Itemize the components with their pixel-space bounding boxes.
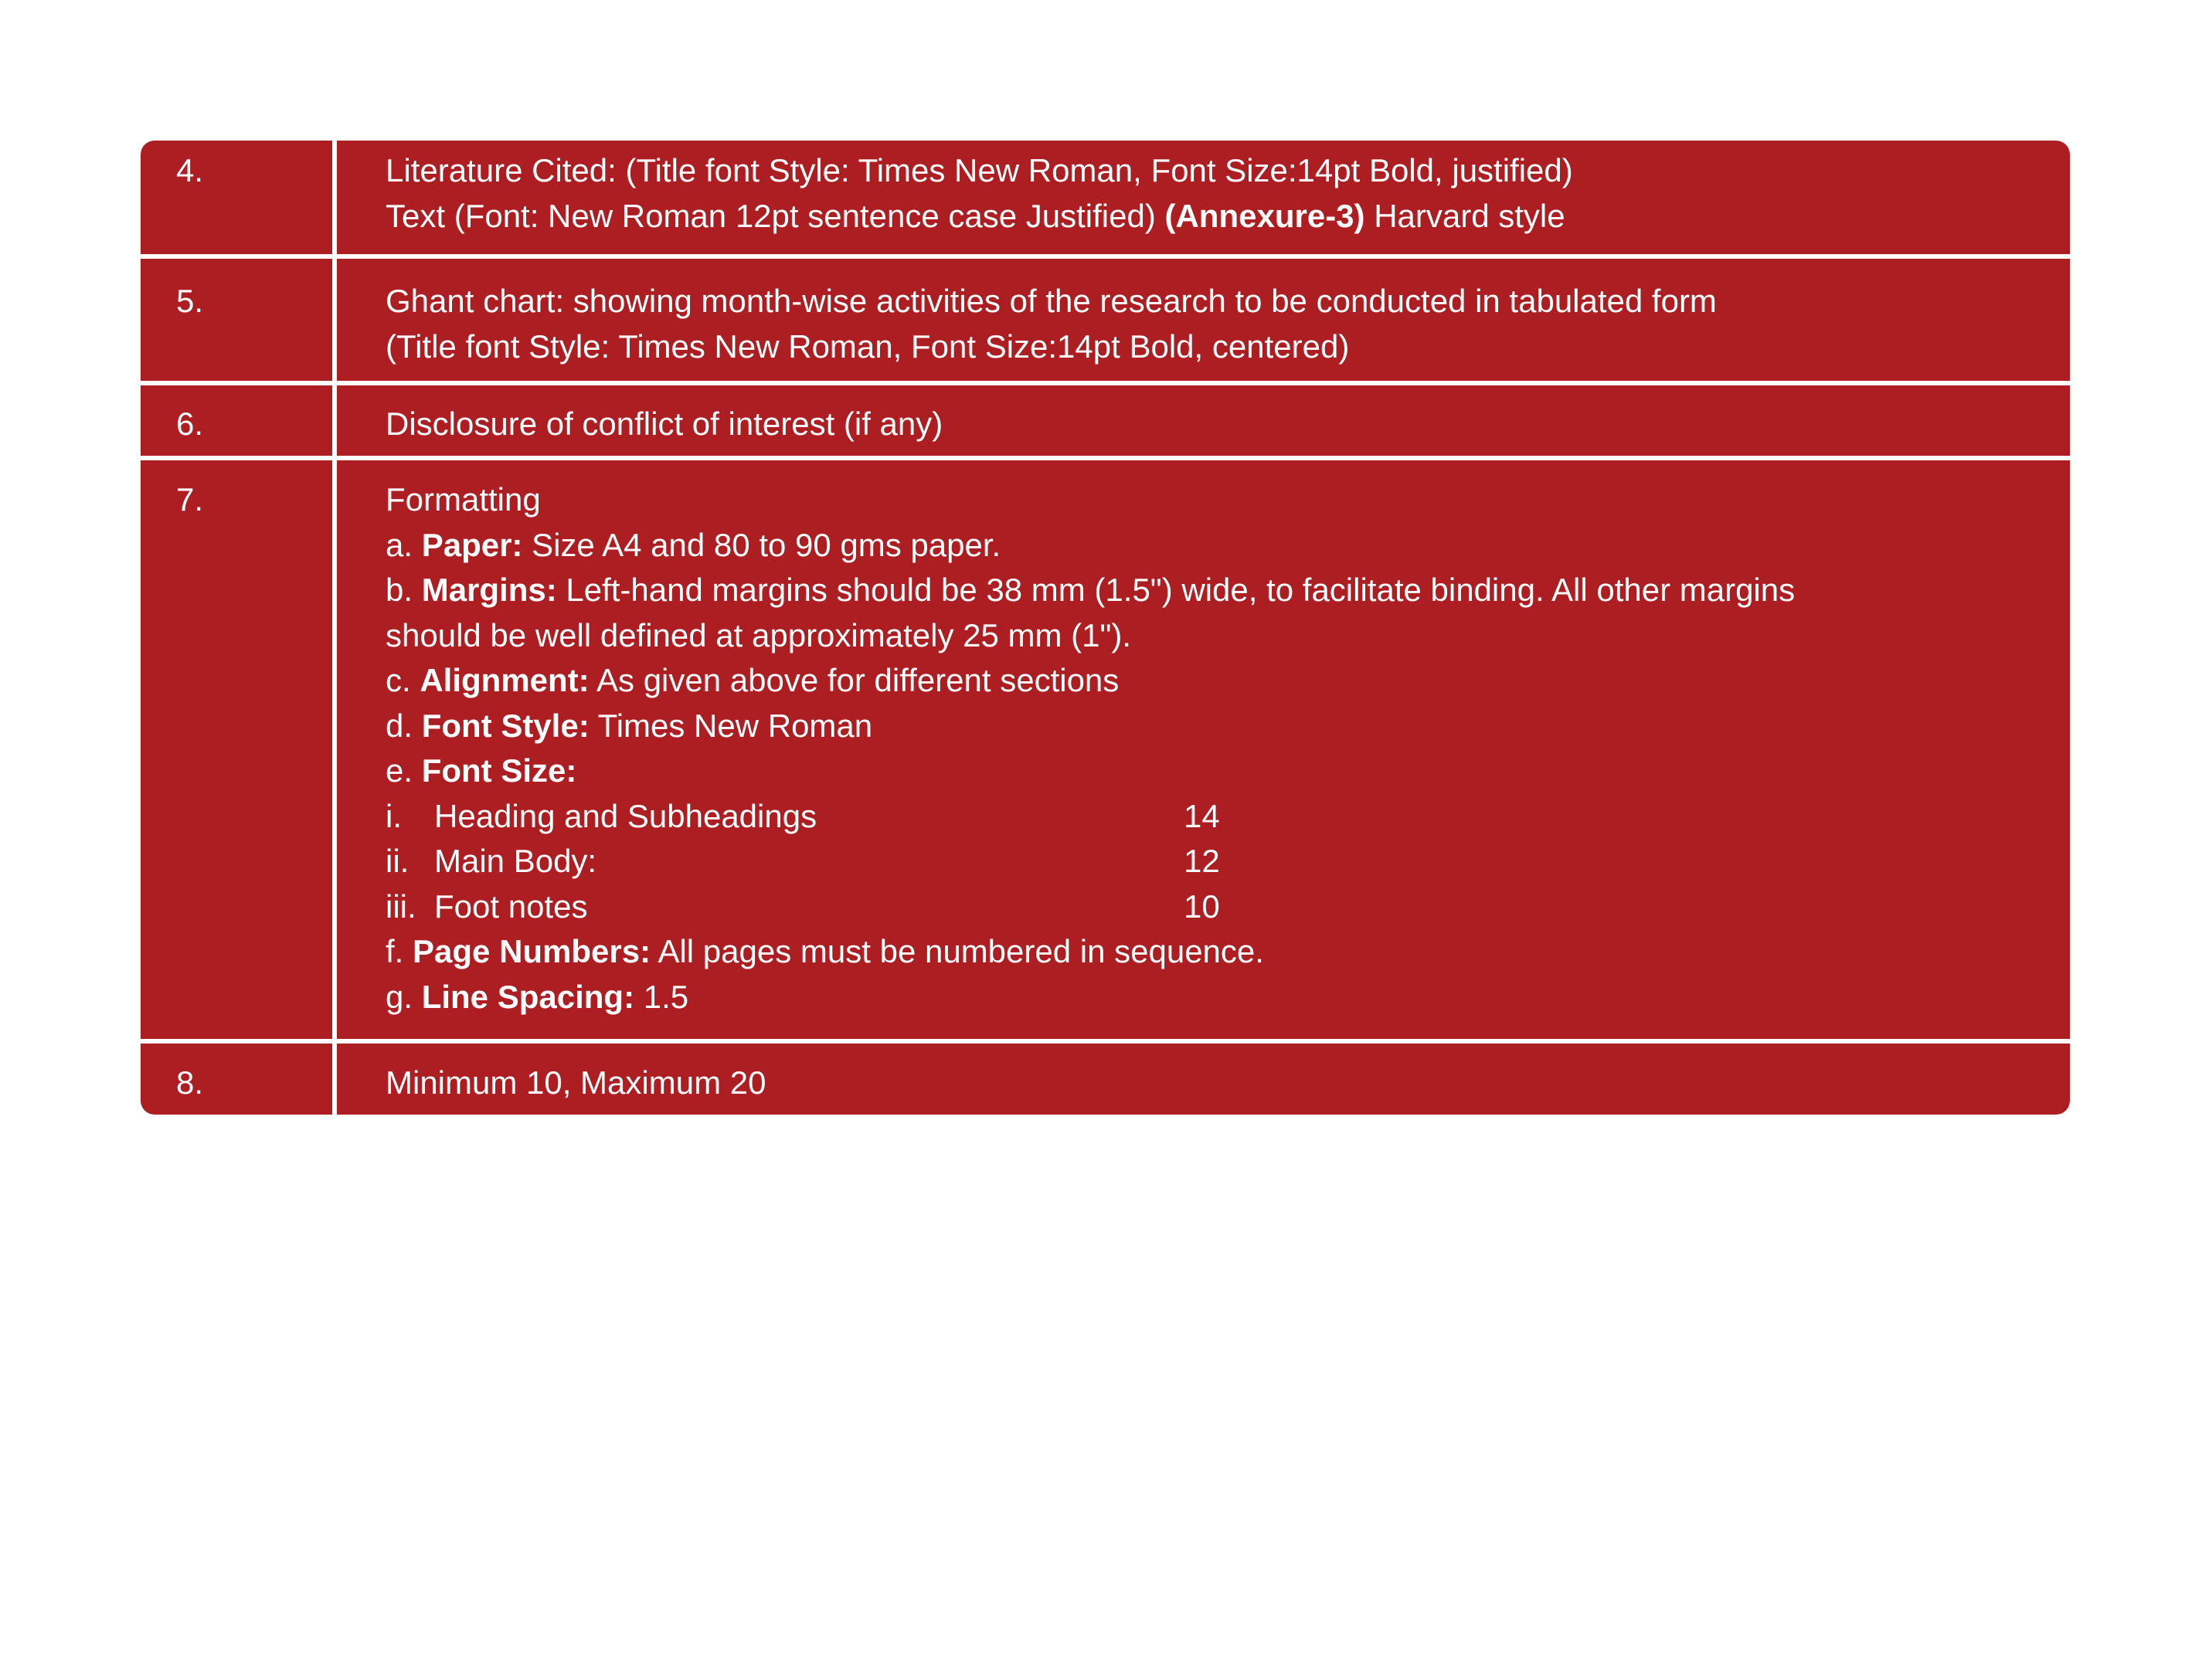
ghant-chart-line: Ghant chart: showing month-wise activities of the research to be conducted in tabulated form: [386, 283, 1717, 319]
table-row: [141, 254, 2070, 381]
formatting-item-font-size: e. Font Size:: [386, 752, 577, 789]
table-row: [141, 1039, 2070, 1115]
row-number: 4.: [141, 141, 337, 254]
row-number: 8.: [141, 1044, 337, 1115]
row-content: [337, 259, 2070, 381]
row-content: [337, 141, 2070, 254]
literature-cited-title-line: Literature Cited: (Title font Style: Times New Roman, Font Size:14pt Bold, justified): [386, 152, 1573, 188]
literature-cited-text-line: Text (Font: New Roman 12pt sentence case Justified) (Annexure-3) Harvard style: [386, 197, 1565, 234]
table-row: [141, 381, 2070, 456]
formatting-item-alignment: c. Alignment: As given above for different sections: [386, 662, 1120, 698]
reference-count-line: Minimum 10, Maximum 20: [386, 1064, 766, 1101]
row-content: [337, 385, 2070, 456]
row-number: 5.: [141, 259, 337, 381]
conflict-of-interest-line: Disclosure of conflict of interest (if any): [386, 406, 943, 442]
formatting-heading: Formatting: [386, 481, 541, 518]
table-row: [141, 456, 2070, 1039]
row-content: [337, 460, 2070, 1039]
row-number: 7.: [141, 460, 337, 1039]
font-size-entry: i. Heading and Subheadings 14: [386, 797, 1220, 834]
formatting-item-font-style: d. Font Style: Times New Roman: [386, 707, 873, 744]
row-number: 6.: [141, 385, 337, 456]
table-row: [141, 141, 2070, 254]
font-size-entry: ii. Main Body: 12: [386, 843, 1220, 879]
formatting-item-margins: b. Margins: Left-hand margins should be 38 mm (1.5") wide, to facilitate binding. All other margins: [386, 572, 1796, 608]
formatting-item-page-numbers: f. Page Numbers: All pages must be numbered in sequence.: [386, 933, 1264, 969]
formatting-item-margins-continued: should be well defined at approximately 25 mm (1").: [386, 616, 1132, 653]
formatting-item-line-spacing: g. Line Spacing: 1.5: [386, 978, 689, 1015]
requirements-table: [141, 141, 2070, 1115]
ghant-chart-title-style-line: (Title font Style: Times New Roman, Font Size:14pt Bold, centered): [386, 328, 1350, 365]
font-size-entry: iii. Foot notes 10: [386, 888, 1220, 925]
annexure-reference: (Annexure-3): [1164, 197, 1365, 234]
formatting-item-paper: a. Paper: Size A4 and 80 to 90 gms paper.: [386, 526, 1001, 563]
row-content: [337, 1044, 2070, 1115]
